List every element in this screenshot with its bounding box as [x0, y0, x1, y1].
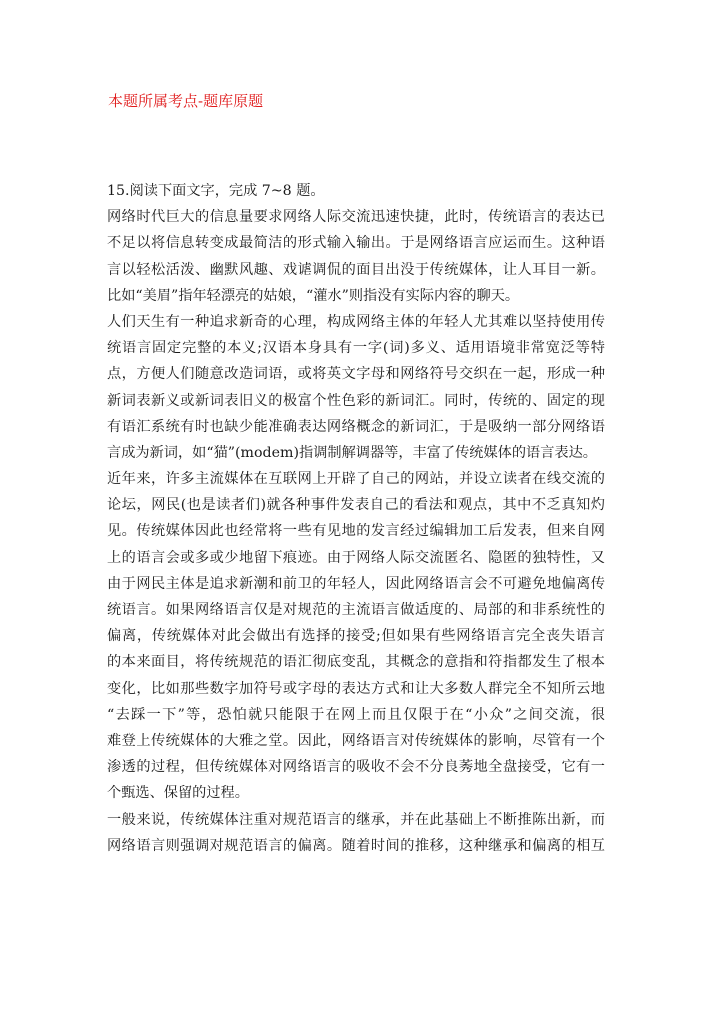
text-line: “去踩一下”等，恐怕就只能限于在网上而且仅限于在“小众”之间交流，很 [107, 706, 605, 723]
text-line: 论坛，网民(也是读者们)就各种事件发表自己的看法和观点，其中不乏真知灼 [107, 497, 605, 514]
text-line: 网络语言则强调对规范语言的偏离。随着时间的推移，这种继承和偏离的相互 [107, 837, 605, 854]
text-line: 见。传统媒体因此也经常将一些有见地的发言经过编辑加工后发表，但来自网 [107, 523, 605, 540]
text-line: 言成为新词，如“猫”(modem)指调制解调器等，丰富了传统媒体的语言表达。 [107, 444, 597, 461]
text-line: 点，方便人们随意改造词语，或将英文字母和网络符号交织在一起，形成一种 [107, 366, 605, 383]
text-line: 的本来面目，将传统规范的语汇彻底变乱，其概念的意指和符指都发生了根本 [107, 654, 605, 671]
text-line: 新词表新义或新词表旧义的极富个性色彩的新词汇。同时，传统的、固定的现 [107, 392, 605, 409]
text-line: 偏离，传统媒体对此会做出有选择的接受;但如果有些网络语言完全丧失语言 [107, 628, 605, 645]
text-line: 言以轻松活泼、幽默风趣、戏谑调侃的面目出没于传统媒体，让人耳目一新。 [107, 261, 605, 278]
text-line: 一般来说，传统媒体注重对规范语言的继承，并在此基础上不断推陈出新，而 [107, 811, 605, 828]
text-line: 近年来，许多主流媒体在互联网上开辟了自己的网站，并设立读者在线交流的 [107, 471, 605, 488]
text-line: 上的语言会或多或少地留下痕迹。由于网络人际交流匿名、隐匿的独特性，又 [107, 549, 605, 566]
text-line: 变化，比如那些数字加符号或字母的表达方式和让大多数人群完全不知所云地 [107, 680, 605, 697]
question-body [107, 178, 605, 859]
text-line: 由于网民主体是追求新潮和前卫的年轻人，因此网络语言会不可避免地偏离传 [107, 575, 605, 592]
source-tag: 本题所属考点-题库原题 [108, 92, 264, 110]
text-line: 个甄选、保留的过程。 [107, 785, 249, 802]
text-line: 渗透的过程，但传统媒体对网络语言的吸收不会不分良莠地全盘接受，它有一 [107, 759, 605, 776]
text-line: 不足以将信息转变成最简洁的形式输入输出。于是网络语言应运而生。这种语 [107, 235, 605, 252]
text-line: 难登上传统媒体的大雅之堂。因此，网络语言对传统媒体的影响，尽管有一个 [107, 732, 605, 749]
text-line: 人们天生有一种追求新奇的心理，构成网络主体的年轻人尤其难以坚持使用传 [107, 313, 605, 330]
text-line: 网络时代巨大的信息量要求网络人际交流迅速快捷，此时，传统语言的表达已 [107, 209, 605, 226]
text-line: 有语汇系统有时也缺少能准确表达网络概念的新词汇，于是吸纳一部分网络语 [107, 418, 605, 435]
text-line: 统语言。如果网络语言仅是对规范的主流语言做适度的、局部的和非系统性的 [107, 602, 605, 618]
question-heading: 15.阅读下面文字，完成 7~8 题。 [107, 183, 325, 199]
text-line: 统语言固定完整的本义;汉语本身具有一字(词)多义、适用语境非常宽泛等特 [107, 340, 605, 357]
text-line: 比如“美眉”指年轻漂亮的姑娘，“灌水”则指没有实际内容的聊天。 [107, 287, 520, 304]
